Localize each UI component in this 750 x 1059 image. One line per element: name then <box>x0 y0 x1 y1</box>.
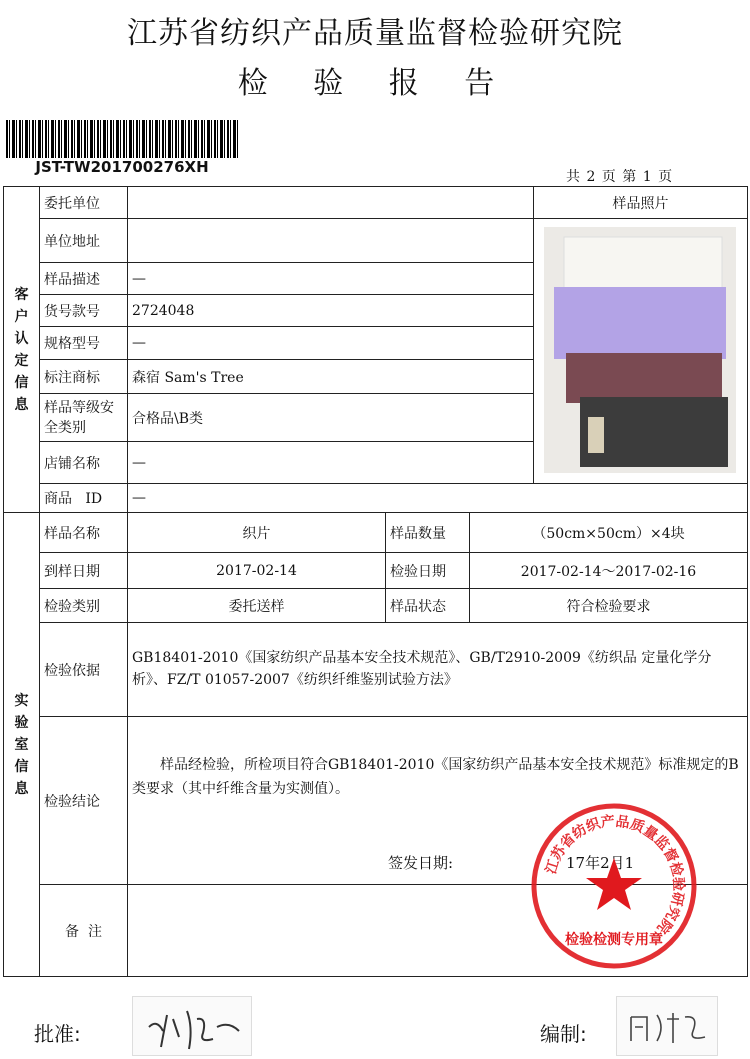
row-value: — <box>128 327 534 360</box>
compile-label: 编制: <box>540 1022 587 1046</box>
conclusion-text: 样品经检验，所检项目符合GB18401-2010《国家纺织产品基本安全技术规范》标准规定的B类要求（其中纤维含量为实测值）。 <box>132 757 739 797</box>
arrival-date: 2017-02-14 <box>128 553 386 589</box>
arrival-date-label: 到样日期 <box>40 553 128 589</box>
row-label: 委托单位 <box>40 187 128 219</box>
compiler-signature <box>616 996 718 1056</box>
approver-signature-scribble <box>133 997 251 1055</box>
barcode <box>6 120 238 180</box>
row-value <box>128 187 534 219</box>
basis-text: GB18401-2010《国家纺织产品基本安全技术规范》、GB/T2910-2009《纺织品 定量化学分析》、FZ/T 01057-2007《纺织纤维鉴别试验方法》 <box>128 623 748 717</box>
seal-star-icon <box>586 858 642 910</box>
page-info: 共 2 页 第 1 页 <box>566 169 674 185</box>
sample-qty: （50cm×50cm）×4块 <box>470 513 748 553</box>
compiler-signature-scribble <box>617 997 717 1055</box>
seal-center-text: 检验检测专用章 <box>565 932 663 948</box>
row-label: 样品等级安全类别 <box>40 394 128 442</box>
row-label: 货号款号 <box>40 295 128 327</box>
sample-state: 符合检验要求 <box>470 589 748 623</box>
row-value: — <box>128 442 534 484</box>
test-type-label: 检验类别 <box>40 589 128 623</box>
row-label: 单位地址 <box>40 219 128 263</box>
sign-date-label: 签发日期: <box>388 854 454 872</box>
seal-ring-text: 江苏省纺织产品质量监督检验研究院 <box>543 813 687 937</box>
row-value: 合格品\B类 <box>128 394 534 442</box>
test-date-label: 检验日期 <box>386 553 470 589</box>
row-label: 商品 ID <box>40 484 128 513</box>
row-value <box>128 219 534 263</box>
official-seal <box>528 800 700 972</box>
basis-label: 检验依据 <box>40 623 128 717</box>
sample-photo-cell <box>534 219 748 484</box>
remarks-label: 备 注 <box>40 885 128 977</box>
sample-name-label: 样品名称 <box>40 513 128 553</box>
signature-footer <box>0 996 750 1057</box>
lab-section-title: 实验室信息 <box>4 513 40 977</box>
sign-date: 17年2月1 <box>566 854 635 872</box>
row-value: 2724048 <box>128 295 534 327</box>
report-title: 检 验 报 告 <box>237 66 513 101</box>
sample-photo <box>544 227 736 473</box>
approver-signature <box>132 996 252 1056</box>
barcode-bars <box>6 120 238 158</box>
row-label: 规格型号 <box>40 327 128 360</box>
row-label: 标注商标 <box>40 360 128 394</box>
row-value: 森宿 Sam's Tree <box>128 360 534 394</box>
sample-qty-label: 样品数量 <box>386 513 470 553</box>
row-label: 店铺名称 <box>40 442 128 484</box>
sample-name: 织片 <box>128 513 386 553</box>
row-value: — <box>128 484 748 513</box>
test-date: 2017-02-14～2017-02-16 <box>470 553 748 589</box>
approve-label: 批准: <box>34 1022 81 1046</box>
customer-section-title: 客户认定信息 <box>4 187 40 513</box>
test-type: 委托送样 <box>128 589 386 623</box>
sample-state-label: 样品状态 <box>386 589 470 623</box>
conclusion-label: 检验结论 <box>40 717 128 885</box>
photo-label: 样品照片 <box>534 187 748 219</box>
report-number: JST-TW201700276XH <box>35 158 209 176</box>
fabric-swatches <box>544 227 736 473</box>
institute-name: 江苏省纺织产品质量监督检验研究院 <box>127 16 623 51</box>
row-label: 样品描述 <box>40 263 128 295</box>
row-value: — <box>128 263 534 295</box>
